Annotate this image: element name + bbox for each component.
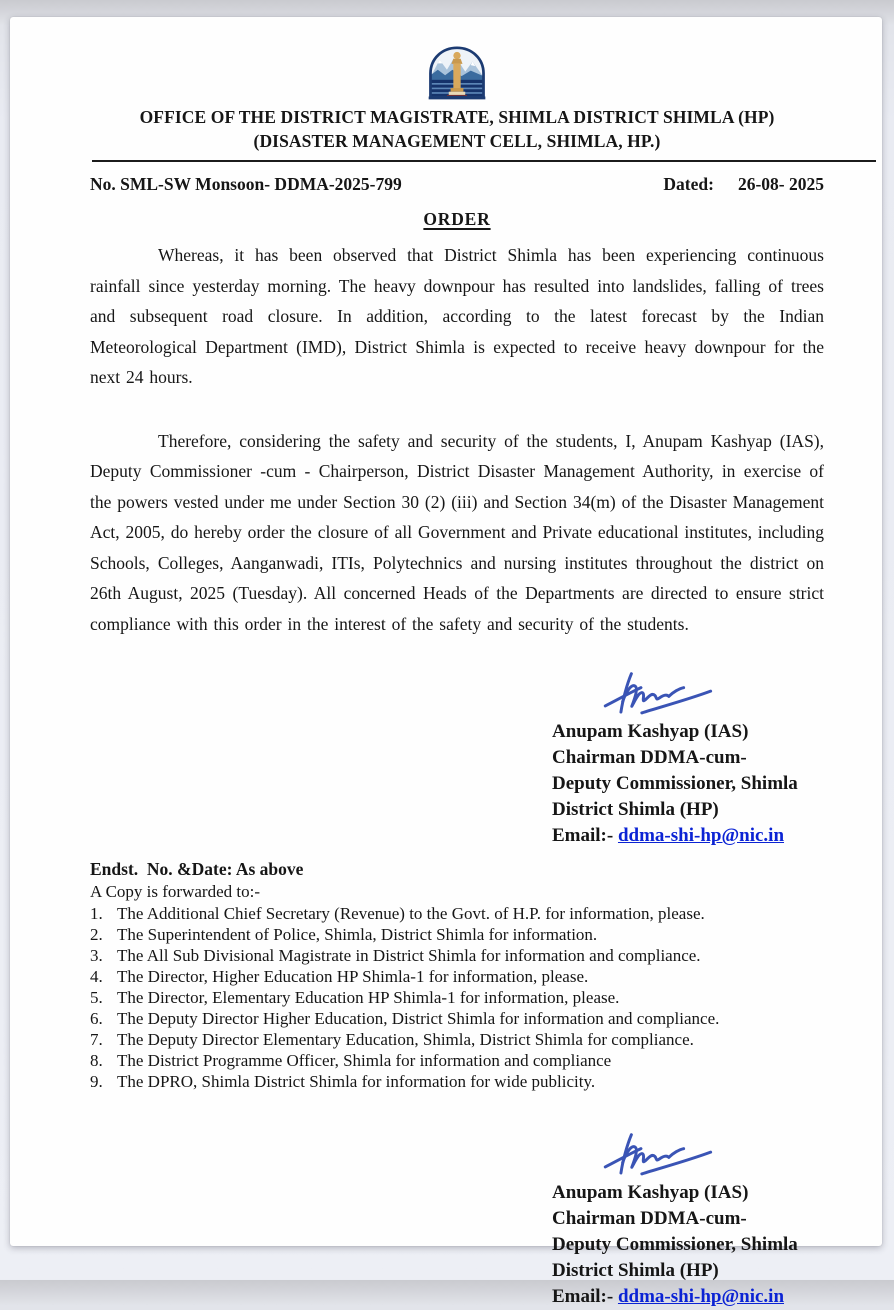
signature-block-2	[552, 1126, 820, 1310]
recipient-item: 3. The All Sub Divisional Magistrate in District Shimla for information and compliance.	[90, 946, 701, 965]
signatory-title-2: Deputy Commissioner, Shimla	[552, 773, 798, 794]
recipient-item: 4. The Director, Higher Education HP Shimla-1 for information, please.	[90, 967, 589, 986]
handwritten-signature-icon	[586, 1126, 736, 1180]
email-line	[552, 823, 820, 849]
order-paragraph-1: Whereas, it has been observed that District Shimla has been experiencing continuous rainfall since yesterday morning. The heavy downpour has resulted into landslides, falling of trees and subsequent road closure. In addition, according to the latest forecast by the Indian Meteorological Department (IMD), District Shimla is expected to receive heavy downpour for the next 24 hours.	[90, 245, 824, 387]
recipient-item: 9. The DPRO, Shimla District Shimla for information for wide publicity.	[90, 1072, 596, 1091]
dated-label: Dated:	[663, 174, 714, 194]
header-divider	[92, 160, 876, 162]
signature-block-1	[552, 665, 820, 849]
order-paragraph-2: Therefore, considering the safety and security of the students, I, Anupam Kashyap (IAS), Deputy Commissioner -cum - Chairperson, District Disaster Management Authority, in exercise of the powers vested under me under Section 30 (2) (iii) and Section 34(m) of the Disaster Management Act, 2005, do hereby order the closure of all Government and Private educational institutes, including Schools, Colleges, Aanganwadi, ITIs, Polytechnics and nursing institutes throughout the district on 26th August, 2025 (Tuesday). All concerned Heads of the Departments are directed to ensure strict compliance with this order in the interest of the safety and security of the students.	[90, 430, 824, 634]
signatory-title-3: District Shimla (HP)	[552, 1260, 719, 1281]
reference-row	[90, 174, 824, 195]
email-link[interactable]: ddma-shi-hp@nic.in	[617, 1286, 785, 1307]
handwritten-signature-icon	[586, 665, 736, 719]
endorsement-section	[90, 859, 824, 1092]
signatory-name: Anupam Kashyap (IAS)	[552, 1182, 749, 1203]
order-heading: ORDER	[423, 209, 491, 229]
recipients-list	[90, 903, 824, 1092]
signatory-title-3: District Shimla (HP)	[552, 799, 719, 820]
signatory-title-1: Chairman DDMA-cum-	[552, 1208, 747, 1229]
recipient-item: 6. The Deputy Director Higher Education, District Shimla for information and compliance.	[90, 1009, 720, 1028]
recipient-item: 5. The Director, Elementary Education HP Shimla-1 for information, please.	[90, 988, 620, 1007]
email-label: Email:-	[552, 825, 618, 846]
signatory-name: Anupam Kashyap (IAS)	[552, 721, 749, 742]
email-label: Email:-	[552, 1286, 618, 1307]
dated-value: 26-08- 2025	[737, 174, 824, 194]
copy-forwarded-line: A Copy is forwarded to:-	[90, 882, 260, 901]
recipient-item: 2. The Superintendent of Police, Shimla, District Shimla for information.	[90, 925, 598, 944]
document-page	[10, 17, 882, 1307]
recipient-item: 1. The Additional Chief Secretary (Revenue) to the Govt. of H.P. for information, please.	[90, 904, 705, 923]
email-line	[552, 1284, 820, 1310]
govt-emblem-icon	[425, 43, 489, 102]
signatory-title-1: Chairman DDMA-cum-	[552, 747, 747, 768]
dated-group	[663, 174, 824, 195]
recipient-item: 7. The Deputy Director Elementary Education, Shimla, District Shimla for compliance.	[90, 1030, 694, 1049]
cell-subtitle: (DISASTER MANAGEMENT CELL, SHIMLA, HP.)	[253, 131, 661, 151]
office-title: OFFICE OF THE DISTRICT MAGISTRATE, SHIMLA DISTRICT SHIMLA (HP)	[139, 107, 775, 127]
email-link[interactable]: ddma-shi-hp@nic.in	[617, 825, 785, 846]
endst-heading: Endst. No. &Date: As above	[90, 859, 304, 879]
reference-number: No. SML-SW Monsoon- DDMA-2025-799	[90, 174, 402, 194]
signatory-title-2: Deputy Commissioner, Shimla	[552, 1234, 798, 1255]
recipient-item: 8. The District Programme Officer, Shimla for information and compliance	[90, 1051, 612, 1070]
